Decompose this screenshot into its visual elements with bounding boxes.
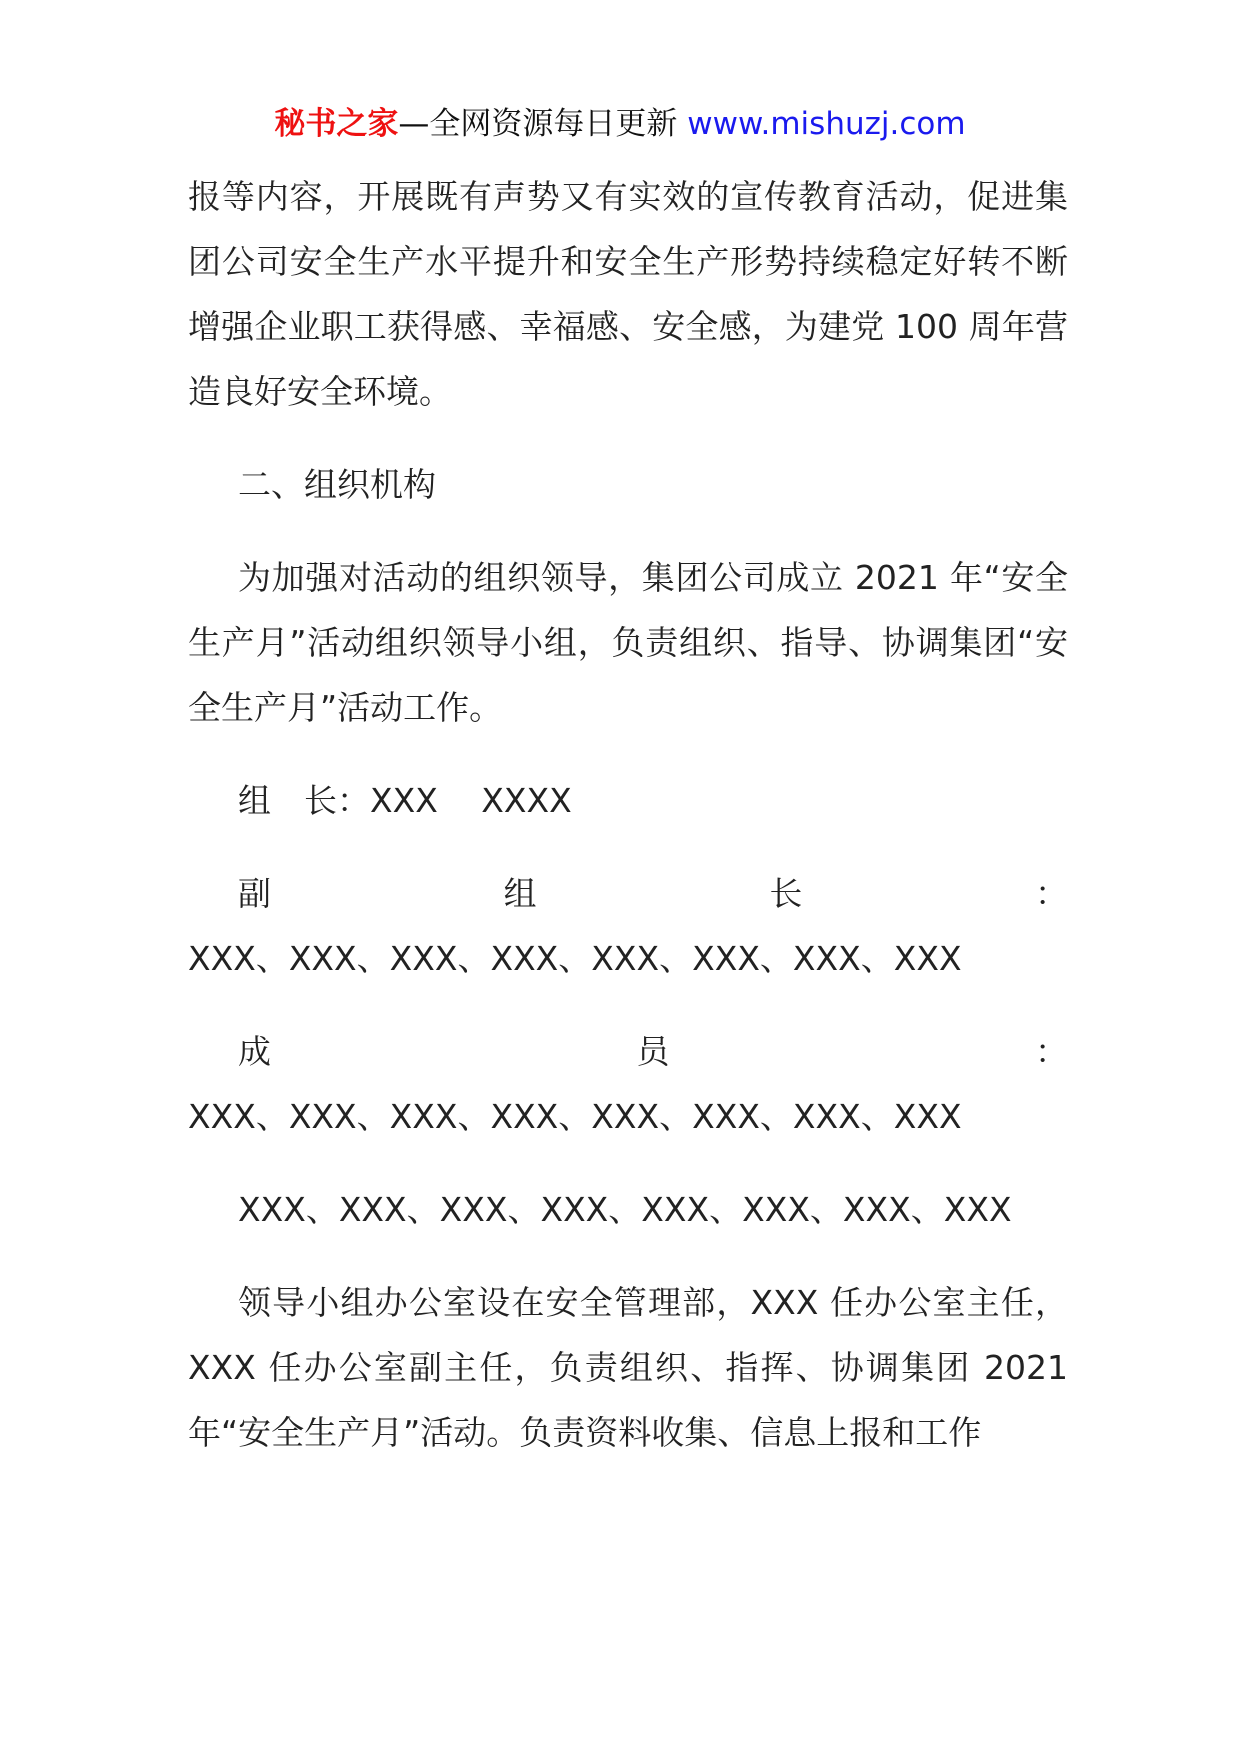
brand-name: 秘书之家 [274, 106, 399, 142]
members-names: XXX、XXX、XXX、XXX、XXX、XXX、XXX、XXX [188, 1097, 962, 1136]
members-label-char: 成 [238, 1032, 271, 1071]
deputy-label-colon: ： [1034, 874, 1068, 913]
deputy-label-char: 组 [503, 874, 537, 913]
org-intro-paragraph: 为加强对活动的组织领导，集团公司成立 2021 年“安全生产月”活动组织领导小组，负责组织、指导、协调集团“安全生产月”活动工作。 [188, 558, 1068, 727]
deputy-label-line [188, 861, 1068, 926]
leader-line: 组 长：XXX XXXX [238, 781, 572, 820]
deputy-label-char: 长 [769, 874, 803, 913]
members-label-colon: ： [1035, 1032, 1068, 1071]
site-link[interactable]: www.mishuzj.com [687, 106, 966, 142]
members-names-continued: XXX、XXX、XXX、XXX、XXX、XXX、XXX、XXX [238, 1190, 1012, 1229]
members-block [188, 1019, 1068, 1149]
deputy-label-char: 副 [238, 874, 271, 913]
deputy-names: XXX、XXX、XXX、XXX、XXX、XXX、XXX、XXX [188, 939, 962, 978]
office-paragraph: 领导小组办公室设在安全管理部，XXX 任办公室主任，XXX 任办公室副主任，负责组织、指挥、协调集团 2021 年“安全生产月”活动。负责资料收集、信息上报和工作 [188, 1283, 1068, 1452]
page-header [0, 102, 1240, 146]
members-label-char: 员 [636, 1032, 670, 1071]
document-body [188, 164, 1068, 1465]
header-slogan: —全网资源每日更新 [398, 106, 678, 142]
intro-paragraph: 报等内容，开展既有声势又有实效的宣传教育活动，促进集团公司安全生产水平提升和安全生产形势持续稳定好转不断增强企业职工获得感、幸福感、安全感，为建党 100 周年营造良好安全环境。 [188, 177, 1068, 411]
members-label-line [188, 1019, 1068, 1084]
section-title: 二、组织机构 [238, 465, 436, 504]
deputy-block [188, 861, 1068, 991]
